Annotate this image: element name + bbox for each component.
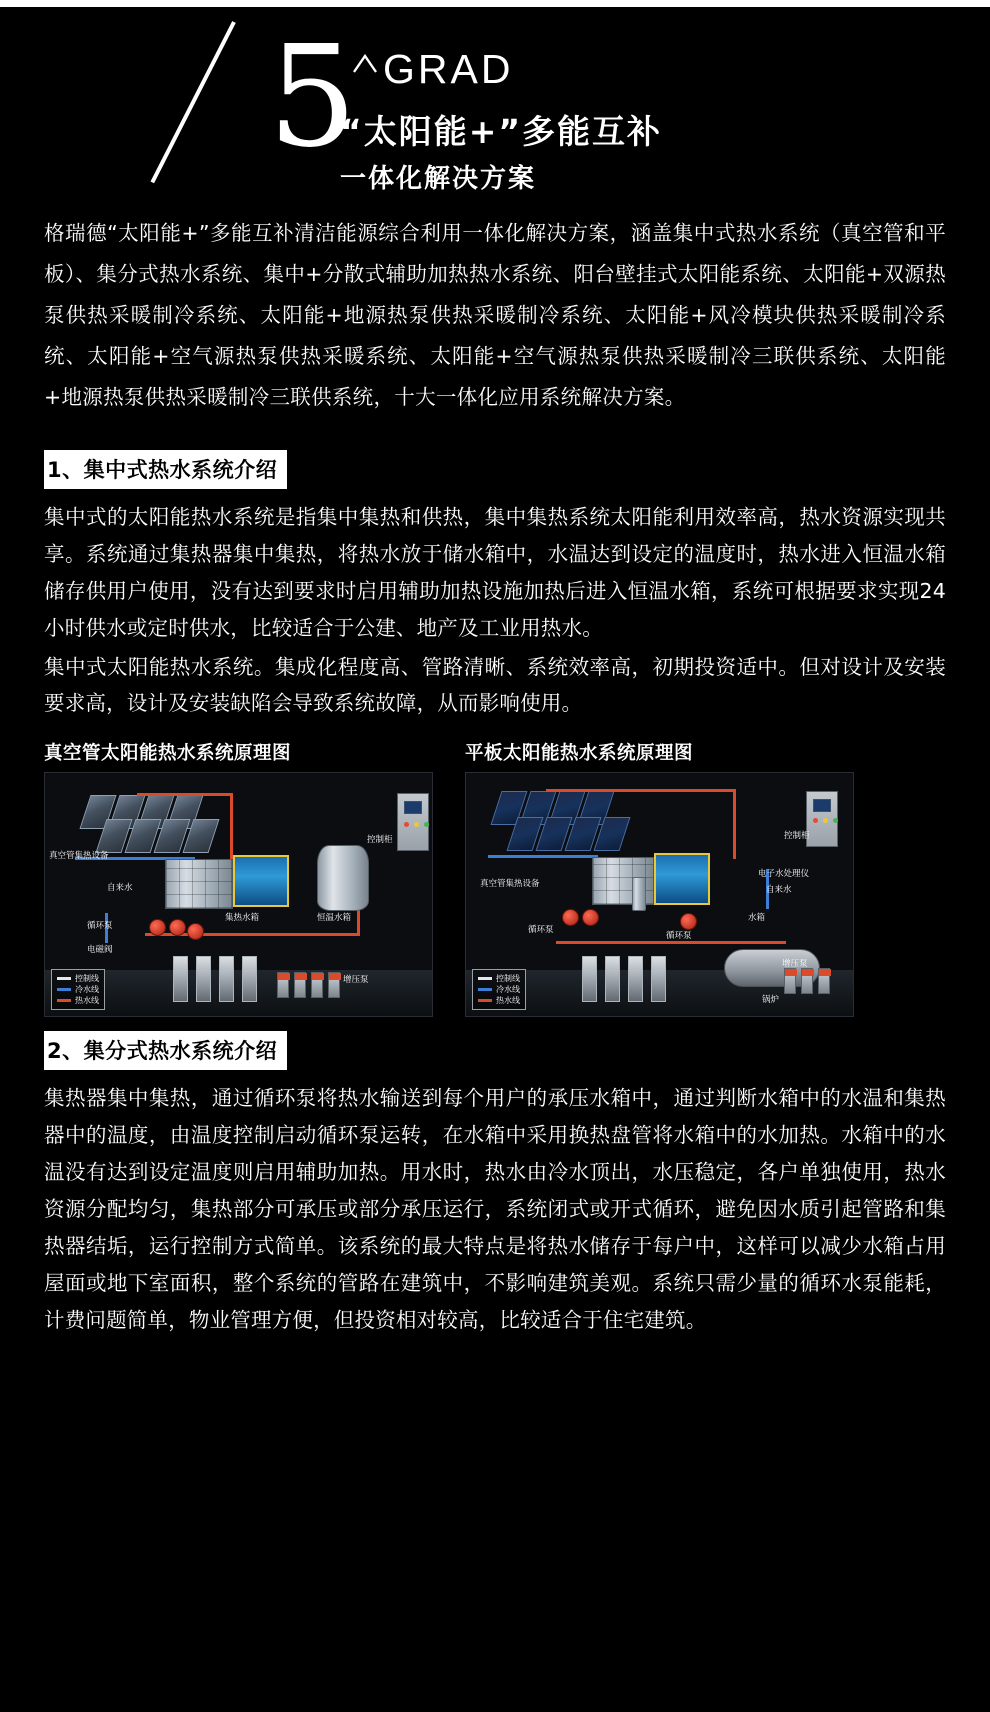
- figure-2-label-6: 控制柜: [784, 831, 810, 841]
- section-1-paragraph-1: 集中式的太阳能热水系统是指集中集热和供热，集中集热系统太阳能利用效率高，热水资源实现共享。系统通过集热器集中集热，将热水放于储水箱中，水温达到设定的温度时，热水进入恒温水箱储存供用户使用，没有达到要求时启用辅助加热设施加热后进入恒温水箱，系统可根据要求实现24小时供水或定时供水，比较适合于公建、地产及工业用热水。: [44, 505, 946, 640]
- booster-pump: [277, 972, 289, 998]
- figure-2-caption: 平板太阳能热水系统原理图: [465, 743, 694, 764]
- legend-label-control: 控制线: [496, 974, 520, 983]
- collector-water-tank: [165, 859, 233, 909]
- legend-item: [478, 984, 520, 995]
- electronic-water-treatment: [632, 877, 646, 911]
- booster-pump: [328, 972, 340, 998]
- legend-label-control: 控制线: [75, 974, 99, 983]
- intro-paragraph: 格瑞德“太阳能+”多能互补清洁能源综合利用一体化解决方案，涵盖集中式热水系统（真空管和平板）、集分式热水系统、集中+分散式辅助加热热水系统、阳台壁挂式太阳能系统、太阳能+双源热泵供热采暖制冷系统、太阳能+地源热泵供热采暖制冷系统、太阳能+风冷模块供热采暖制冷系统、太阳能+空气源热泵供热采暖系统、太阳能+空气源热泵供热采暖制冷三联供系统、太阳能+地源热泵供热采暖制冷三联供系统，十大一体化应用系统解决方案。: [44, 221, 946, 409]
- figure-1-label-4: 集热水箱: [225, 913, 260, 923]
- figure-2-label-4: 电子水处理仪: [758, 869, 810, 879]
- booster-pump: [801, 968, 813, 994]
- riser-group: [582, 956, 666, 1002]
- figure-1-label-0: 真空管集热设备: [49, 851, 109, 861]
- content: [0, 213, 990, 1371]
- hot-pipe: [137, 793, 233, 796]
- grad-logo-icon: [352, 52, 378, 78]
- riser: [605, 956, 620, 1002]
- section-2-heading: 2、集分式热水系统介绍: [44, 1031, 287, 1070]
- riser: [582, 956, 597, 1002]
- figure-2-label-1: 循环泵: [528, 925, 554, 935]
- cabinet-screen: [813, 799, 831, 812]
- header: [0, 0, 990, 205]
- water-tank: [654, 853, 710, 905]
- legend-label-cold: 冷水线: [75, 985, 99, 994]
- figure-1-label-1: 自来水: [107, 883, 133, 893]
- cabinet-indicator: [813, 818, 818, 823]
- figure-row: [44, 739, 946, 1017]
- brand-name: GRAD: [383, 46, 514, 92]
- hot-pipe: [733, 789, 736, 859]
- legend-label-hot: 热水线: [496, 996, 520, 1005]
- legend-item: [57, 973, 99, 984]
- figure-1-legend: [51, 969, 105, 1010]
- riser: [219, 956, 234, 1002]
- section-number: 5: [268, 16, 355, 179]
- legend-swatch-cold: [57, 988, 71, 991]
- figure-2-label-0: 真空管集热设备: [480, 879, 540, 889]
- circulation-pump: [582, 909, 599, 926]
- decorative-slash: [150, 21, 235, 183]
- legend-item: [478, 973, 520, 984]
- section-1-heading: 1、集中式热水系统介绍: [44, 450, 287, 489]
- legend-item: [57, 995, 99, 1006]
- booster-pump: [311, 972, 323, 998]
- booster-pump-set: [277, 972, 340, 998]
- cold-pipe: [488, 855, 598, 858]
- figure-1-label-3: 电磁阀: [87, 945, 113, 955]
- figure-1-label-2: 循环泵: [87, 921, 113, 931]
- booster-pump: [294, 972, 306, 998]
- figure-2-label-3: 自来水: [766, 885, 792, 895]
- legend-label-cold: 冷水线: [496, 985, 520, 994]
- cabinet-indicator: [404, 822, 409, 827]
- collector-array-2: [95, 819, 219, 853]
- booster-pump: [818, 968, 830, 994]
- riser: [651, 956, 666, 1002]
- riser: [242, 956, 257, 1002]
- section-2-paragraph-1: 集热器集中集热，通过循环泵将热水输送到每个用户的承压水箱中，通过判断水箱中的水温和集热器中的温度，由温度控制启动循环泵运转，在水箱中采用换热盘管将水箱中的水加热。水箱中的水温没有达到设定温度则启用辅助加热。用水时，热水由冷水顶出，水压稳定，各户单独使用，热水资源分配均匀，集热部分可承压或部分承压运行，系统闭式或开式循环，避免因水质引起管路和集热器结垢，运行控制方式简单。该系统的最大特点是将热水储存于每户中，这样可以减少水箱占用屋面或地下室面积，整个系统的管路在建筑中，不影响建筑美观。系统只需少量的循环水泵能耗，计费问题简单，物业管理方便，但投资相对较高，比较适合于住宅建筑。: [44, 1086, 946, 1332]
- legend-item: [478, 995, 520, 1006]
- constant-temp-tank: [317, 845, 369, 911]
- figure-2-label-2: 循环泵: [666, 931, 692, 941]
- riser: [173, 956, 188, 1002]
- riser: [196, 956, 211, 1002]
- riser: [628, 956, 643, 1002]
- section-1-paragraph-2: 集中式太阳能热水系统。集成化程度高、管路清晰、系统效率高，初期投资适中。但对设计及安装要求高，设计及安装缺陷会导致系统故障，从而影响使用。: [44, 655, 946, 715]
- control-cabinet: [397, 793, 429, 851]
- circulation-pump: [680, 913, 697, 930]
- booster-pump-set: [784, 968, 830, 994]
- circulation-pump: [169, 919, 186, 936]
- legend-swatch-control: [57, 977, 71, 980]
- figure-flat-plate: [465, 739, 854, 1017]
- header-title-line1: “太阳能+”多能互补: [340, 112, 663, 151]
- flat-collector-array-2: [506, 817, 630, 851]
- legend-swatch-hot: [478, 999, 492, 1002]
- figure-1-diagram: [44, 772, 433, 1017]
- header-title-line2: 一体化解决方案: [340, 164, 537, 194]
- booster-pump: [784, 968, 796, 994]
- figure-2-label-7: 增压泵: [782, 959, 808, 969]
- figure-vacuum-tube: [44, 739, 433, 1017]
- cabinet-screen: [404, 801, 422, 814]
- solenoid-valve: [187, 923, 204, 940]
- legend-item: [57, 984, 99, 995]
- hot-water-tank: [233, 855, 289, 907]
- figure-1-label-6: 控制柜: [367, 835, 393, 845]
- control-cabinet: [806, 791, 838, 847]
- riser-group: [173, 956, 257, 1002]
- hot-pipe: [230, 793, 233, 861]
- figure-1-caption: 真空管太阳能热水系统原理图: [44, 743, 292, 764]
- figure-1-label-5: 恒温水箱: [317, 913, 352, 923]
- legend-label-hot: 热水线: [75, 996, 99, 1005]
- figure-2-legend: [472, 969, 526, 1010]
- hot-pipe: [546, 789, 736, 792]
- legend-swatch-control: [478, 977, 492, 980]
- figure-2-label-8: 锅炉: [762, 995, 780, 1005]
- circulation-pump: [562, 909, 579, 926]
- legend-swatch-hot: [57, 999, 71, 1002]
- figure-2-diagram: [465, 772, 854, 1017]
- circulation-pump: [149, 919, 166, 936]
- legend-swatch-cold: [478, 988, 492, 991]
- figure-1-label-7: 增压泵: [343, 975, 369, 985]
- figure-2-label-5: 水箱: [748, 913, 766, 923]
